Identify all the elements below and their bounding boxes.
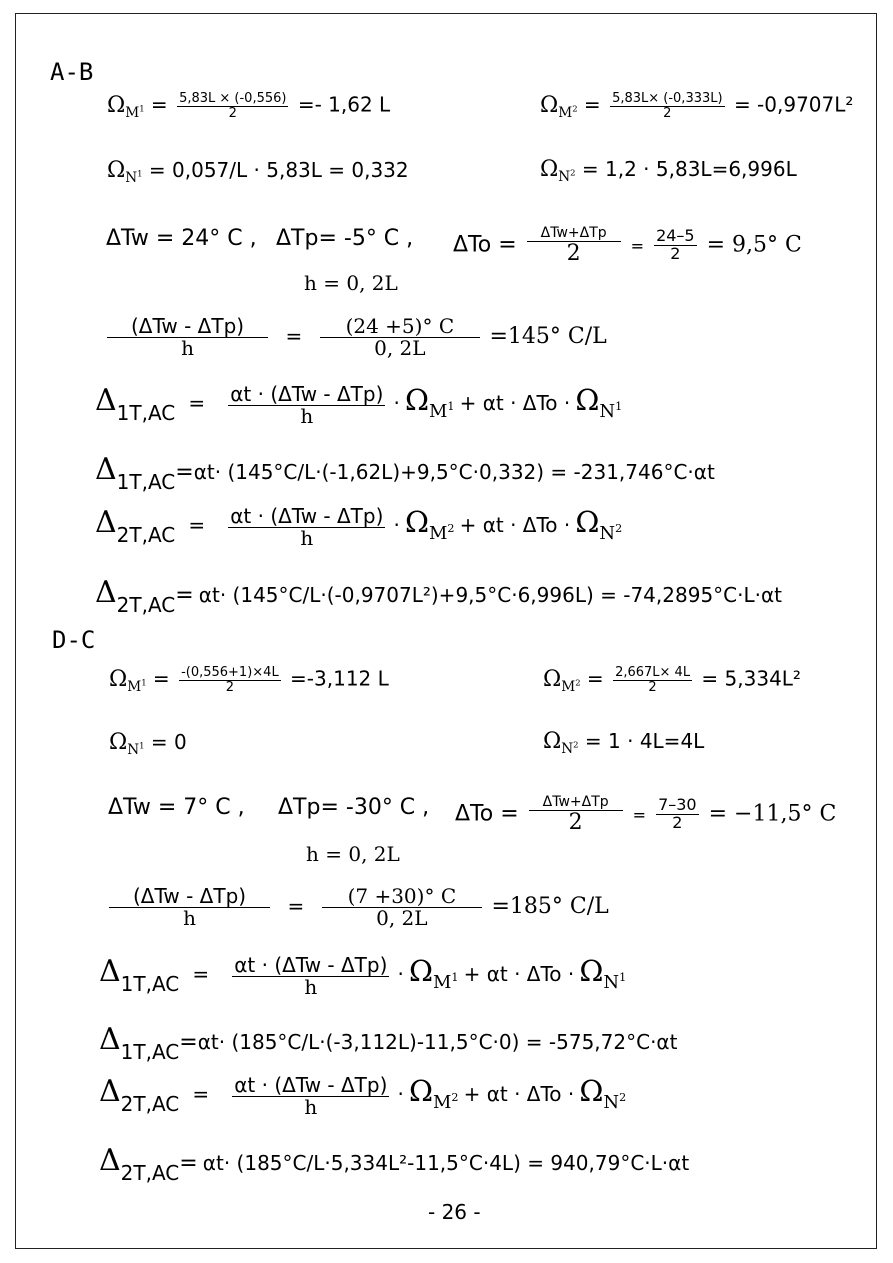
section-title-ab: A-B (50, 58, 94, 86)
omega-n2-dc: $\Omega_{N^2} = 1 \cdot 4L=4L$ (543, 729, 705, 758)
omega-m2-dc: $\Omega_{M^2}$ = $\frac{2,667L\times 4L}{2}$ = 5,334L² (543, 665, 801, 696)
omega-n1-dc: $\Omega_{N^1} = 0$ (109, 730, 187, 759)
delta2-formula-dc: Δ2T,AC = $\frac{\text{αt · (ΔTw - ΔTp)}}{h}$ · $\Omega_{M^2} + \alpha t \cdot \Delta To \cdot \Omega_{N^2}$ (99, 1073, 627, 1119)
delta1-result-dc: Δ1T,AC=αt· (185°C/L·(-3,112L)-11,5°C·0) = -575,72°C·αt (99, 1022, 678, 1064)
delta1-formula-ab: Δ1T,AC = $\frac{\text{αt · (ΔTw - ΔTp)}}{h}$ · $\Omega_{M^1} + \alpha t \cdot \Delta To \cdot \Omega_{N^1}$ (95, 382, 623, 428)
h-dc: h = 0, 2L (306, 842, 400, 866)
delta2-result-ab: Δ2T,AC= αt· (145°C/L·(-0,9707L²)+9,5°C·6,996L) = -74,2895°C·L·αt (95, 575, 783, 617)
tp-dc: ΔTp= -30° C , (278, 795, 430, 820)
h-ab: h = 0, 2L (304, 271, 398, 295)
gradient-dc: $\frac{\text{(ΔTw - ΔTp)}}{h}$ = $\frac{(7 +30)^\circ C}{0, 2L}$ =185° C/L (106, 886, 609, 929)
gradient-ab: $\frac{\text{(ΔTw - ΔTp)}}{h}$ = $\frac{(24 +5)^\circ C}{0, 2L}$ =145° C/L (104, 316, 607, 359)
tp-ab: ΔTp= -5° C , (276, 226, 414, 251)
omega-m2-ab: $\Omega_{M^2}$ = $\frac{5,83L\times (-0,333L)}{2}$ = -0,9707L² (540, 91, 854, 122)
delta2-formula-ab: Δ2T,AC = $\frac{\text{αt · (ΔTw - ΔTp)}}{h}$ · $\Omega_{M^2} + \alpha t \cdot \Delta To \cdot \Omega_{N^2}$ (95, 504, 623, 550)
omega-m1-dc: $\Omega_{M^1}$ = $\frac{-(0,556+1)\times 4L}{2}$ =-3,112 L (109, 665, 389, 696)
delta1-result-ab: Δ1T,AC=αt· (145°C/L·(-1,62L)+9,5°C·0,332) = -231,746°C·αt (95, 452, 715, 494)
tw-dc: ΔTw = 7° C , (108, 795, 245, 820)
delta2-result-dc: Δ2T,AC= αt· (185°C/L·5,334L²-11,5°C·4L) = 940,79°C·L·αt (99, 1143, 690, 1185)
page-number: - 26 - (428, 1200, 481, 1224)
omega-n2-ab: $\Omega_{N^2} = 1,2 \cdot 5,83L=6,996L$ (540, 157, 797, 186)
section-title-dc: D-C (52, 626, 96, 654)
tw-ab: ΔTw = 24° C , (106, 226, 257, 251)
omega-m1-ab: $\Omega_{M^1}$ = $\frac{5,83L \times (-0,556)}{2}$ =- 1,62 L (107, 91, 391, 122)
omega-n1-ab: $\Omega_{N^1} = 0,057/L \cdot 5,83L = 0,332$ (107, 158, 409, 187)
delta1-formula-dc: Δ1T,AC = $\frac{\text{αt · (ΔTw - ΔTp)}}{h}$ · $\Omega_{M^1} + \alpha t \cdot \Delta To \cdot \Omega_{N^1}$ (99, 953, 627, 999)
to-dc: ΔTo = $\frac{\text{ΔTw+ΔTp}}{2}$ = $\frac{7-30}{2}$ = −11,5° C (455, 794, 837, 835)
to-ab: ΔTo = $\frac{\text{ΔTw+ΔTp}}{2}$ = $\frac{24-5}{2}$ = 9,5° C (453, 225, 802, 266)
